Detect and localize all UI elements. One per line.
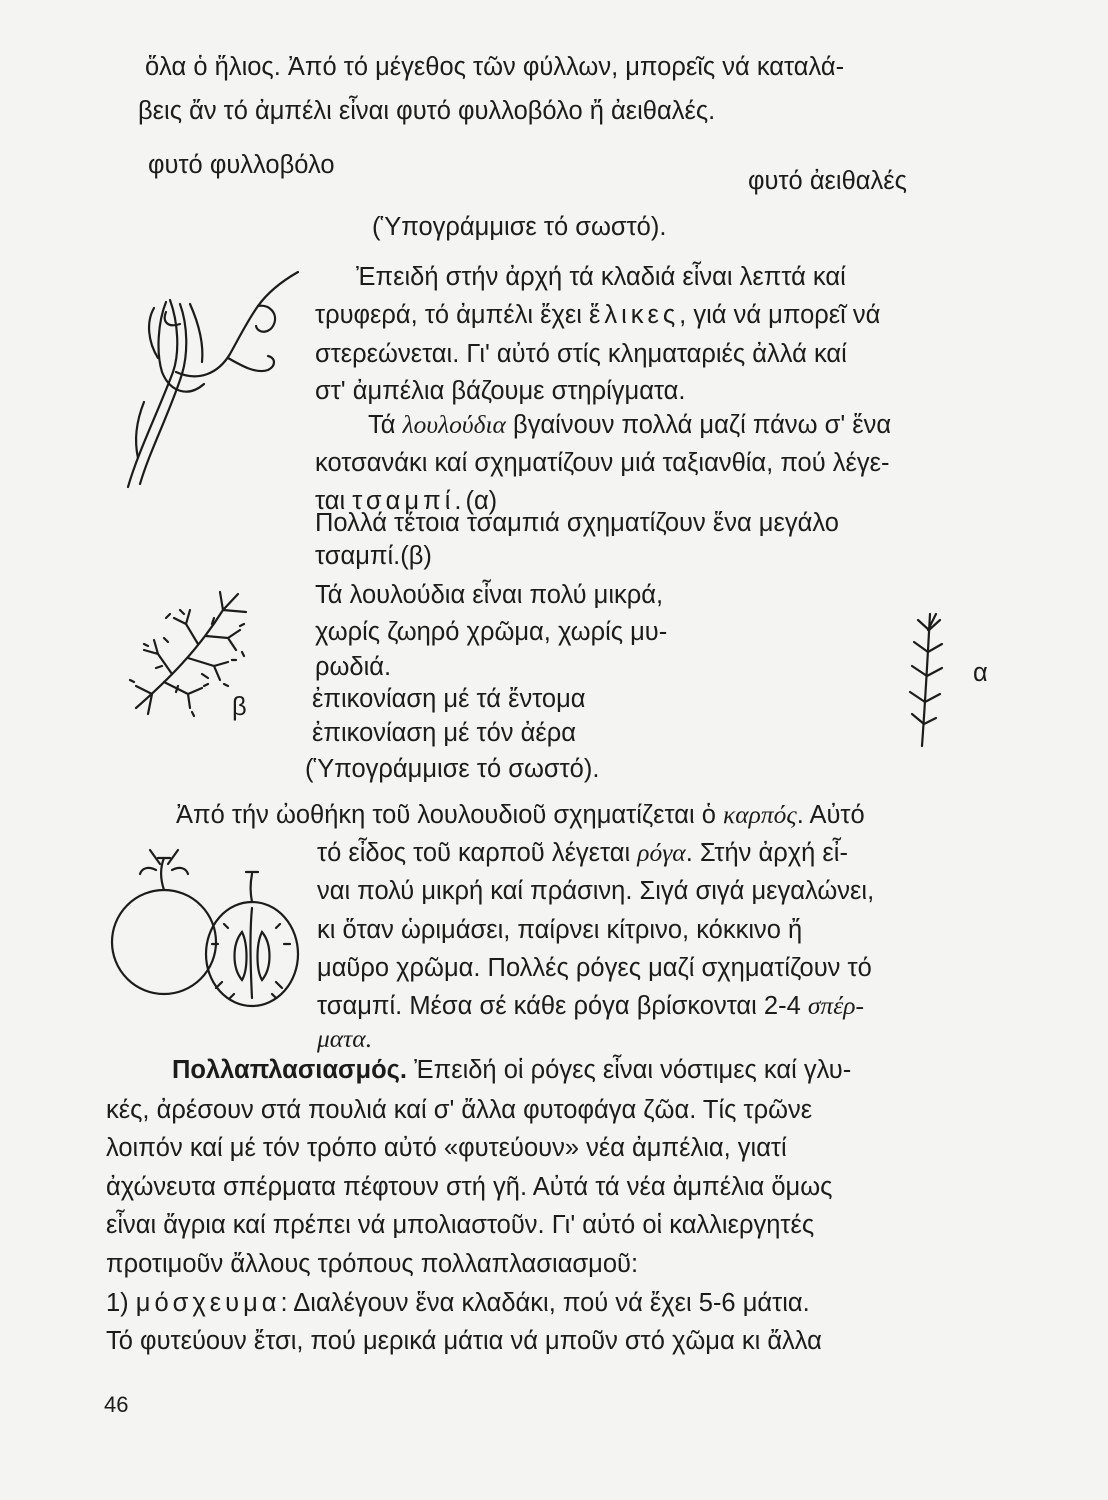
propagation-line-1-text: Ἐπειδή οἱ ρόγες εἶναι νόστιμες καί γλυ- — [407, 1056, 852, 1084]
tendril-illustration — [118, 262, 308, 502]
choice-deciduous: φυτό φυλλοβόλο — [148, 151, 335, 179]
underline-instruction-1: (Ὑπογράμμισε τό σωστό). — [372, 213, 667, 241]
fruit-line-6-start: τσαμπί. Μέσα σέ κάθε ρόγα βρίσκονται 2-4 — [317, 992, 808, 1020]
propagation-line-6: προτιμοῦν ἄλλους τρόπους πολλαπλασιασμοῦ: — [106, 1250, 639, 1278]
tendrils-line-1: Ἐπειδή στήν ἀρχή τά κλαδιά εἶναι λεπτά καί — [356, 263, 846, 291]
intro-line-2: βεις ἄν τό ἀμπέλι εἶναι φυτό φυλλοβόλο ἤ ἀειθαλές. — [138, 97, 716, 125]
pollination-insects: ἐπικονίαση μέ τά ἔντομα — [312, 685, 586, 713]
fruit-line-1 — [176, 800, 865, 831]
propagation-heading: Πολλαπλασιασμός. — [172, 1056, 408, 1084]
term-cutting: μόσχευμα — [135, 1289, 281, 1317]
propagation-line-8: Τό φυτεύουν ἔτσι, πού μερικά μάτια νά μποῦν στό χῶμα κι ἄλλα — [106, 1327, 822, 1355]
flowers-line-7: χωρίς ζωηρό χρῶμα, χωρίς μυ- — [315, 618, 668, 646]
underline-instruction-2: (Ὑπογράμμισε τό σωστό). — [305, 755, 600, 783]
tendrils-line-2-start: τρυφερά, τό ἀμπέλι ἔχει — [315, 301, 589, 329]
term-fruit: καρπός — [722, 800, 797, 829]
propagation-line-2: κές, ἀρέσουν στά πουλιά καί σ' ἄλλα φυτοφάγα ζῶα. Τίς τρῶνε — [106, 1096, 813, 1124]
simple-cluster-illustration — [898, 610, 958, 750]
flowers-line-1 — [368, 410, 891, 441]
page-number: 46 — [104, 1392, 129, 1417]
fruit-line-7: ματα. — [317, 1024, 373, 1053]
intro-line-1: ὅλα ὁ ἥλιος. Ἀπό τό μέγεθος τῶν φύλλων, μπορεῖς νά καταλά- — [145, 53, 845, 81]
term-cluster: τσαμπί. — [352, 487, 466, 515]
choice-evergreen: φυτό ἀειθαλές — [748, 167, 907, 195]
propagation-line-4: ἀχώνευτα σπέρματα πέφτουν στή γῆ. Αὐτά τά νέα ἀμπέλια ὅμως — [106, 1173, 833, 1201]
fruit-line-1-start: Ἀπό τήν ὠοθήκη τοῦ λουλουδιοῦ σχηματίζεται ὁ — [176, 801, 723, 829]
flowers-line-1-start: Τά — [368, 411, 403, 439]
propagation-line-7-start: 1) — [106, 1289, 136, 1317]
term-seeds: σπέρ- — [807, 991, 864, 1020]
term-flowers: λουλούδια — [402, 410, 506, 439]
flowers-line-6: Τά λουλούδια εἶναι πολύ μικρά, — [315, 581, 664, 609]
fruit-line-5: μαῦρο χρῶμα. Πολλές ρόγες μαζί σχηματίζουν τό — [317, 954, 872, 982]
grape-berry-illustration — [108, 848, 308, 1008]
flowers-line-1-end: βγαίνουν πολλά μαζί πάνω σ' ἕνα — [505, 411, 892, 439]
propagation-line-7-end: : Διαλέγουν ἕνα κλαδάκι, πού νά ἔχει 5-6 μάτια. — [280, 1289, 810, 1317]
fruit-line-2 — [317, 838, 848, 869]
propagation-line-3: λοιπόν καί μέ τόν τρόπο αὐτό «φυτεύουν» νέα ἀμπέλια, γιατί — [106, 1134, 787, 1162]
flowers-line-3-start: ται — [315, 487, 353, 515]
flowers-line-2: κοτσανάκι καί σχηματίζουν μιά ταξιανθία, πού λέγε- — [315, 449, 890, 477]
flowers-line-5: τσαμπί.(β) — [315, 542, 432, 570]
fruit-line-6 — [317, 991, 864, 1022]
tendrils-line-2-end: , γιά νά μπορεῖ νά — [679, 301, 881, 329]
label-beta: β — [232, 693, 247, 721]
term-berry: ρόγα — [637, 838, 686, 867]
tendrils-line-2 — [315, 300, 880, 331]
propagation-line-7 — [106, 1288, 810, 1319]
propagation-line-1 — [172, 1055, 851, 1086]
fruit-line-1-end: . Αὐτό — [796, 801, 865, 829]
term-tendrils: ἕλικες — [588, 301, 680, 329]
tendrils-line-4: στ' ἀμπέλια βάζουμε στηρίγματα. — [315, 377, 686, 405]
tendrils-line-3: στερεώνεται. Γι' αὐτό στίς κληματαριές ἀλλά καί — [315, 340, 847, 368]
flowers-line-8: ρωδιά. — [315, 653, 392, 681]
flowers-line-3-end: (α) — [465, 487, 498, 515]
fruit-line-3: ναι πολύ μικρή καί πράσινη. Σιγά σιγά μεγαλώνει, — [317, 877, 875, 905]
flowers-line-4: Πολλά τέτοια τσαμπιά σχηματίζουν ἕνα μεγάλο — [315, 509, 839, 537]
fruit-line-4: κι ὅταν ὡριμάσει, παίρνει κίτρινο, κόκκινο ἤ — [317, 916, 803, 944]
label-alpha: α — [973, 659, 988, 687]
pollination-wind: ἐπικονίαση μέ τόν ἀέρα — [312, 719, 577, 747]
propagation-line-5: εἶναι ἄγρια καί πρέπει νά μπολιαστοῦν. Γι' αὐτό οἱ καλλιεργητές — [106, 1211, 815, 1239]
fruit-line-2-start: τό εἶδος τοῦ καρποῦ λέγεται — [317, 839, 638, 867]
fruit-line-2-end: . Στήν ἀρχή εἶ- — [685, 839, 848, 867]
